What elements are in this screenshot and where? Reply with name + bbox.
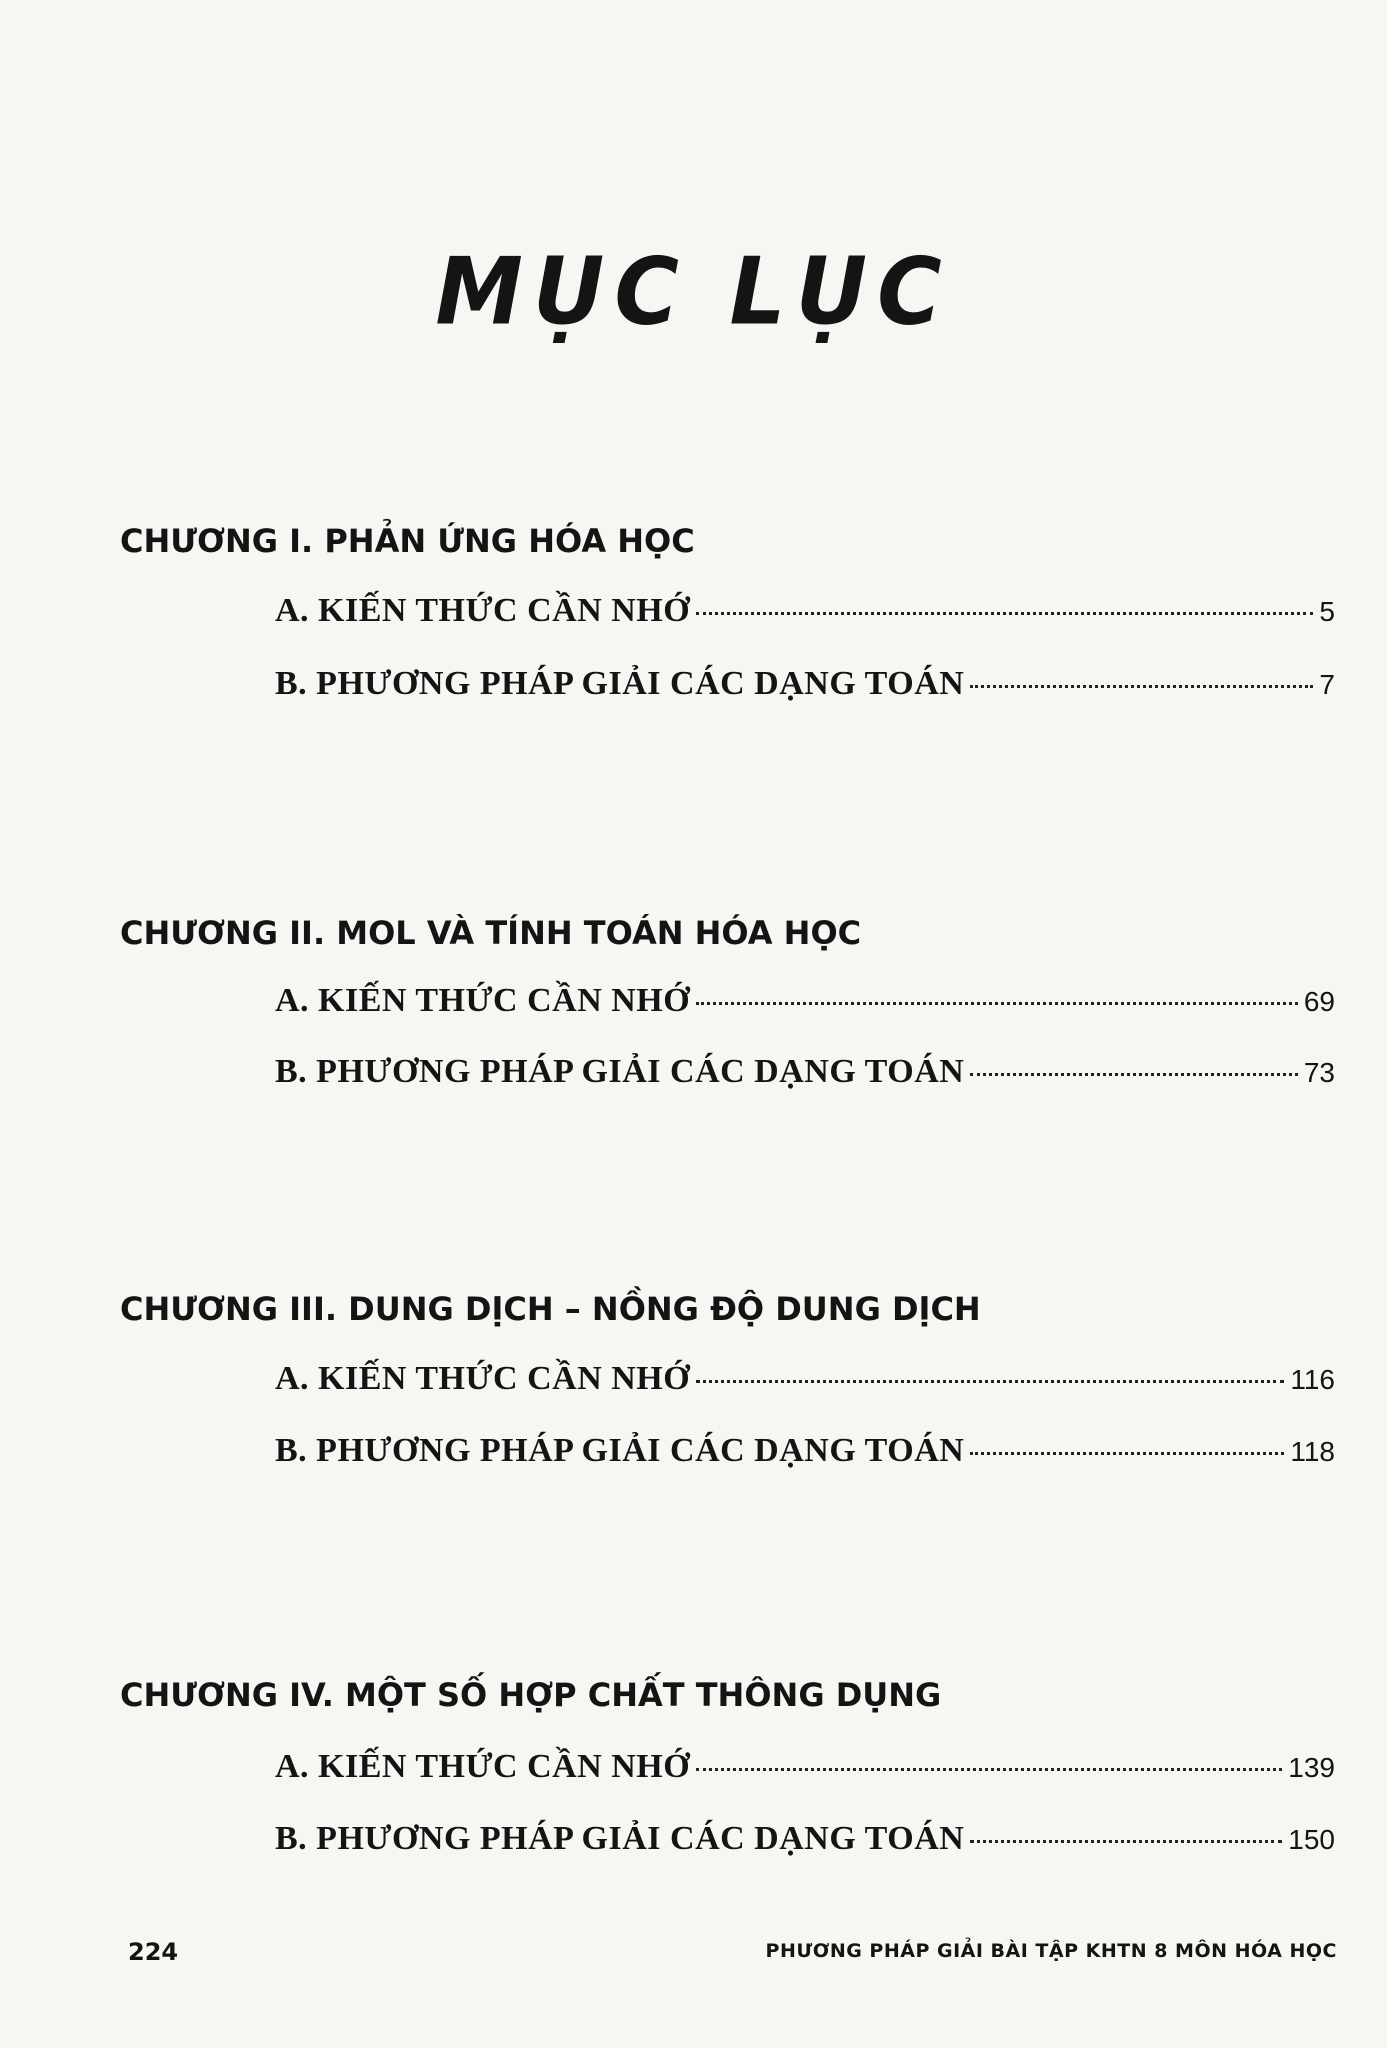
chapter-heading: CHƯƠNG II. MOL VÀ TÍNH TOÁN HÓA HỌC — [120, 914, 862, 952]
toc-entry[interactable] — [275, 1820, 1335, 1858]
page-number: 118 — [1290, 1436, 1335, 1467]
page-number: 69 — [1303, 986, 1335, 1017]
toc-entry[interactable] — [275, 665, 1335, 703]
toc-entry[interactable] — [275, 1053, 1335, 1091]
page-number: 150 — [1288, 1824, 1335, 1855]
page-number: 73 — [1303, 1057, 1335, 1088]
page-number: 7 — [1319, 669, 1335, 700]
page-number: 116 — [1290, 1364, 1335, 1395]
entry-label: B. PHƯƠNG PHÁP GIẢI CÁC DẠNG TOÁN — [275, 665, 965, 702]
footer-book-title: PHƯƠNG PHÁP GIẢI BÀI TẬP KHTN 8 MÔN HÓA HỌC — [765, 1940, 1337, 1962]
footer-page-number: 224 — [128, 1938, 179, 1966]
dot-leader — [970, 1073, 1298, 1076]
toc-entry[interactable] — [275, 1748, 1335, 1786]
entry-label: A. KIẾN THỨC CẦN NHỚ — [275, 1360, 691, 1397]
dot-leader — [970, 1840, 1282, 1843]
entry-label: B. PHƯƠNG PHÁP GIẢI CÁC DẠNG TOÁN — [275, 1432, 965, 1469]
toc-entry[interactable] — [275, 1360, 1335, 1398]
dot-leader — [696, 1768, 1282, 1771]
dot-leader — [970, 685, 1313, 688]
toc-entry[interactable] — [275, 982, 1335, 1020]
chapter-heading: CHƯƠNG I. PHẢN ỨNG HÓA HỌC — [120, 522, 695, 560]
chapter-heading: CHƯƠNG III. DUNG DỊCH – NỒNG ĐỘ DUNG DỊCH — [120, 1290, 981, 1328]
dot-leader — [970, 1452, 1284, 1455]
entry-label: B. PHƯƠNG PHÁP GIẢI CÁC DẠNG TOÁN — [275, 1820, 965, 1857]
dot-leader — [696, 1380, 1284, 1383]
dot-leader — [696, 1002, 1298, 1005]
entry-label: A. KIẾN THỨC CẦN NHỚ — [275, 592, 691, 629]
page-title: MỤC LỤC — [435, 237, 952, 346]
entry-label: A. KIẾN THỨC CẦN NHỚ — [275, 982, 691, 1019]
toc-entry[interactable] — [275, 592, 1335, 630]
page-number: 139 — [1288, 1752, 1335, 1783]
dot-leader — [696, 612, 1313, 615]
toc-entry[interactable] — [275, 1432, 1335, 1470]
page-number: 5 — [1319, 596, 1335, 627]
entry-label: A. KIẾN THỨC CẦN NHỚ — [275, 1748, 691, 1785]
entry-label: B. PHƯƠNG PHÁP GIẢI CÁC DẠNG TOÁN — [275, 1053, 965, 1090]
chapter-heading: CHƯƠNG IV. MỘT SỐ HỢP CHẤT THÔNG DỤNG — [120, 1676, 942, 1714]
